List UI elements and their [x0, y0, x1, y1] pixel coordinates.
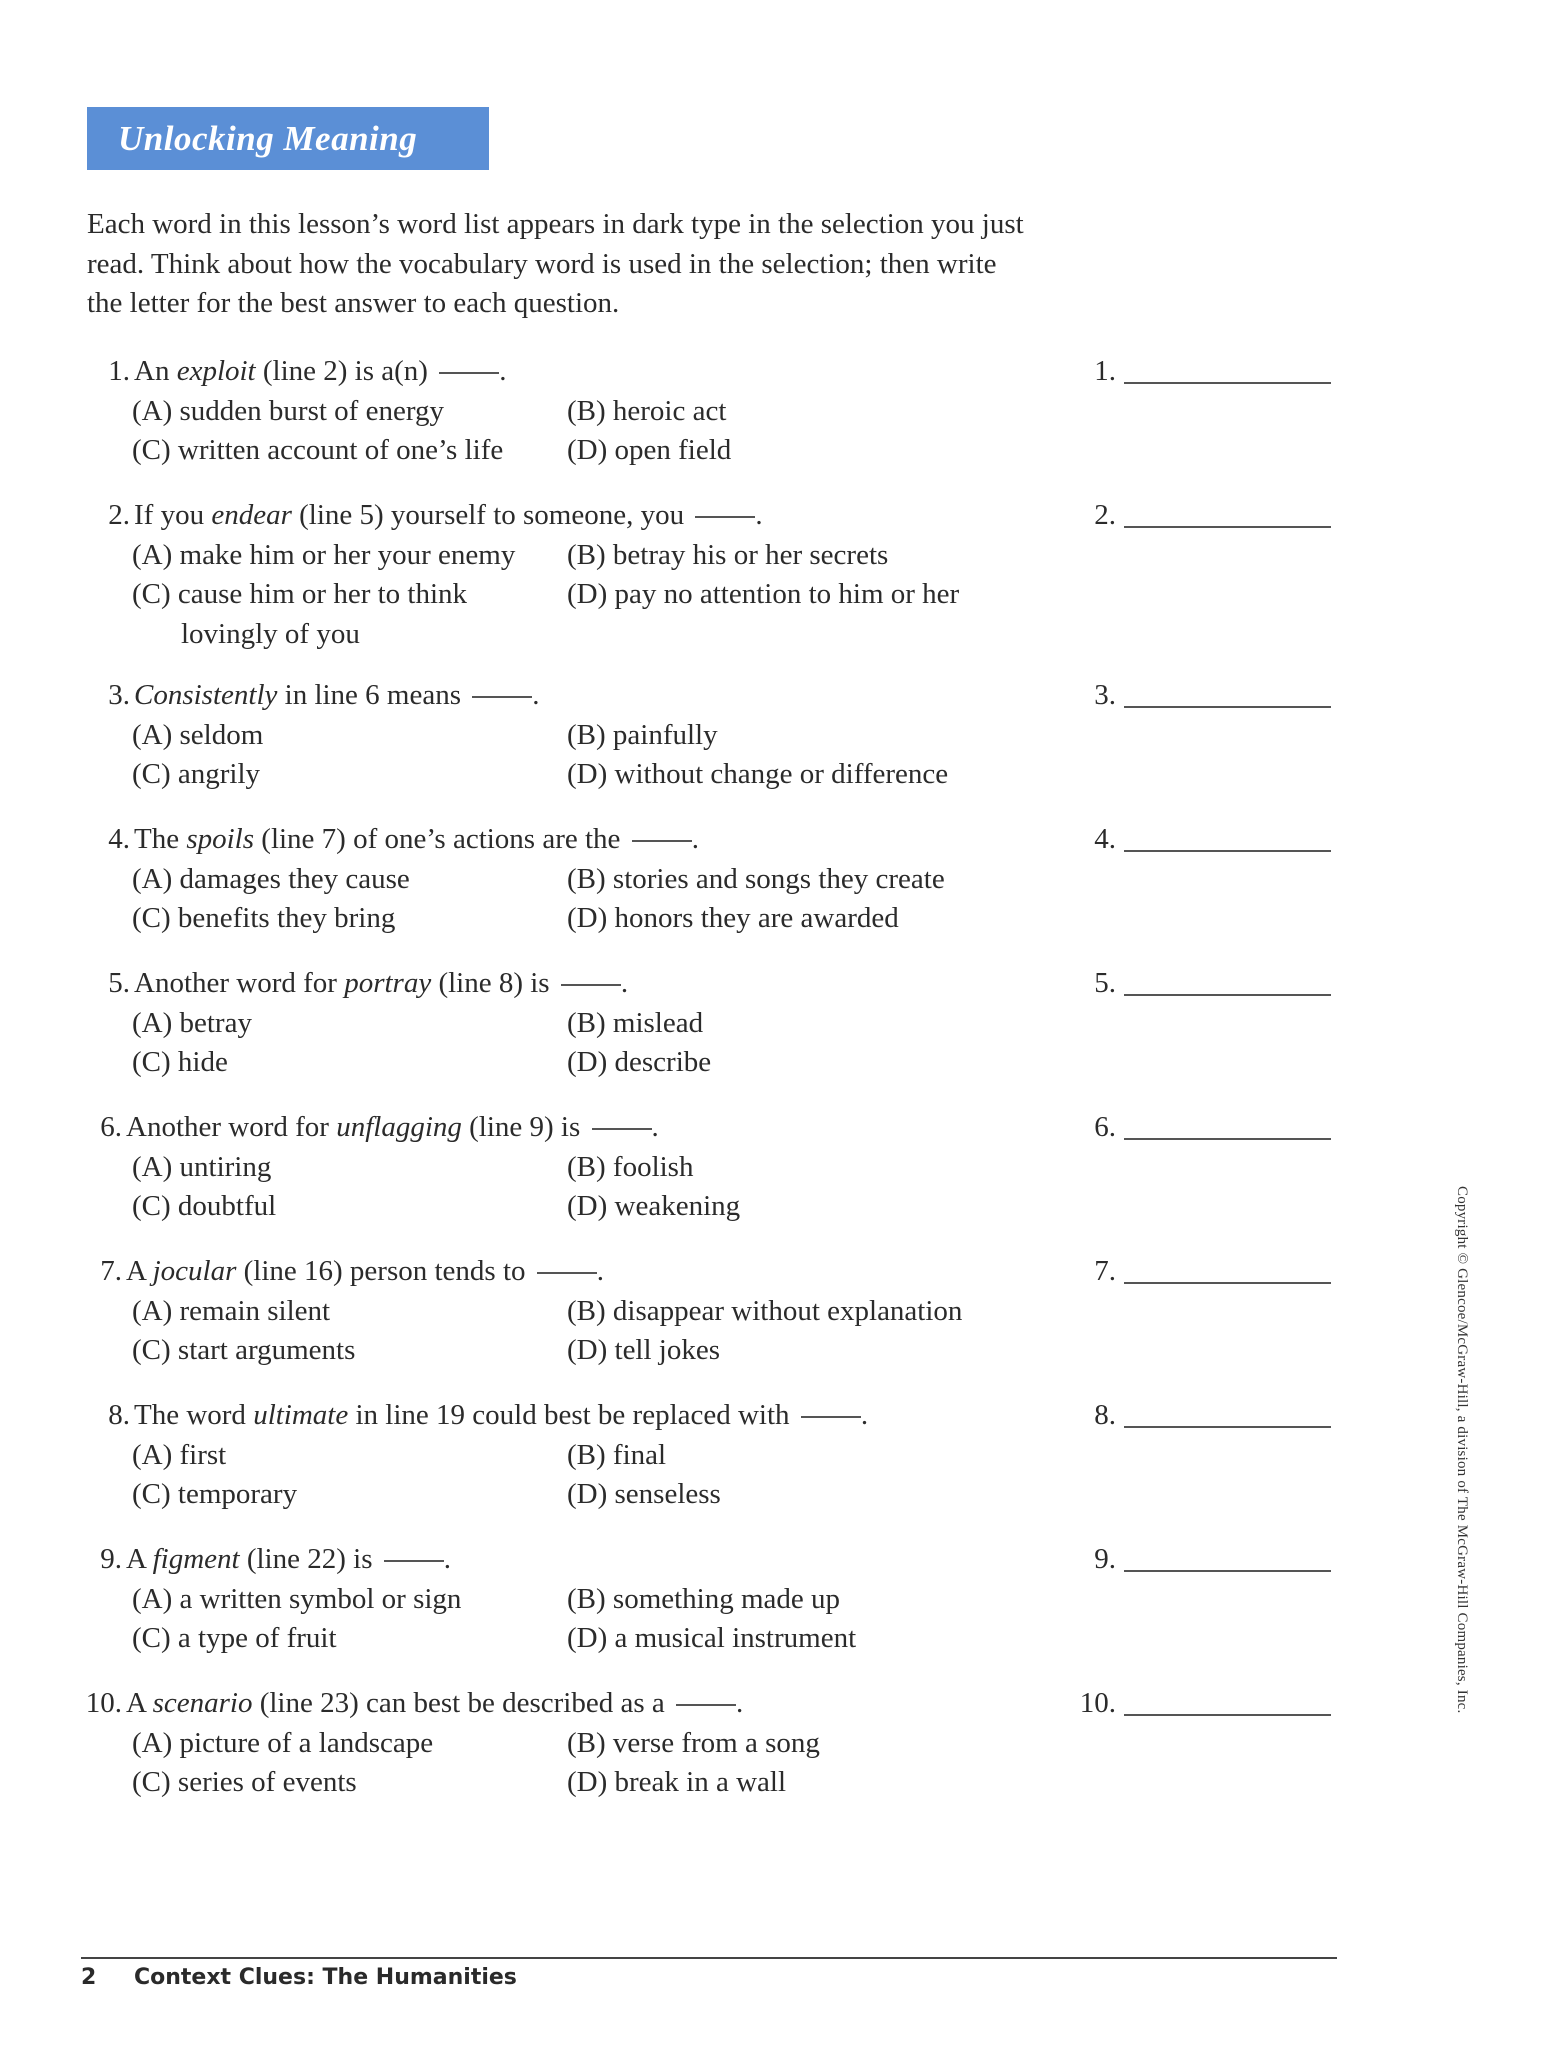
footer-rule: [81, 1957, 1337, 1959]
stem-blank: [472, 696, 532, 698]
stem-end: .: [499, 355, 507, 387]
answer-blank[interactable]: [1124, 1570, 1331, 1572]
stem-end: .: [620, 967, 629, 999]
question-number: 2.: [108, 499, 130, 531]
option-b: (B) mislead: [567, 1006, 704, 1039]
stem-blank: [592, 1128, 652, 1130]
question-stem: [126, 1108, 659, 1148]
option-c: (C) angrily: [132, 758, 261, 790]
stem-before: The word: [134, 1399, 254, 1431]
question-number: 4.: [108, 823, 130, 855]
answer-blank[interactable]: [1124, 994, 1331, 996]
question-stem: [134, 352, 506, 392]
question-stem: [126, 1540, 451, 1580]
vocab-word: portray: [344, 967, 432, 999]
vocab-word: spoils: [186, 823, 255, 855]
option-d: (D) honors they are awarded: [567, 902, 899, 934]
answer-blank[interactable]: [1124, 850, 1331, 852]
vocab-word: jocular: [152, 1255, 237, 1287]
question-stem: [126, 1252, 604, 1292]
stem-before: The: [134, 823, 187, 855]
question-stem: [134, 820, 699, 860]
answer-number: 4.: [1094, 823, 1116, 855]
question-item: [0, 1540, 1553, 1680]
question-stem: [134, 496, 763, 536]
option-c-continued: lovingly of you: [181, 617, 360, 650]
stem-after: (line 5) yourself to someone, you: [291, 499, 692, 531]
question-item: [0, 1108, 1553, 1248]
stem-end: .: [443, 1543, 451, 1575]
question-item: [0, 964, 1553, 1104]
stem-end: .: [736, 1687, 744, 1719]
question-number: 9.: [100, 1543, 122, 1575]
question-number: 8.: [108, 1399, 130, 1431]
question-stem: [134, 964, 628, 1004]
page-footer: [81, 1965, 517, 1990]
option-a: (A) remain silent: [132, 1294, 331, 1327]
option-c: (C) doubtful: [132, 1190, 277, 1222]
option-d: (D) pay no attention to him or her: [567, 578, 960, 610]
option-d: (D) tell jokes: [567, 1334, 721, 1366]
stem-before: A: [126, 1255, 153, 1287]
option-b: (B) painfully: [567, 718, 718, 751]
answer-blank[interactable]: [1124, 1714, 1331, 1716]
option-b: (B) verse from a song: [567, 1726, 820, 1759]
question-item: [0, 1396, 1553, 1536]
option-c: (C) series of events: [132, 1766, 357, 1798]
answer-number: 3.: [1094, 679, 1116, 711]
answer-blank[interactable]: [1124, 382, 1331, 384]
option-b: (B) final: [567, 1438, 667, 1471]
answer-blank[interactable]: [1124, 1138, 1331, 1140]
question-number: 10.: [85, 1687, 122, 1719]
stem-blank: [537, 1272, 597, 1274]
answer-blank[interactable]: [1124, 1426, 1331, 1428]
stem-end: .: [532, 679, 540, 711]
option-c: (C) cause him or her to think: [132, 578, 468, 610]
answer-number: 8.: [1094, 1399, 1116, 1431]
vocab-word: exploit: [176, 355, 256, 387]
stem-before: Another word for: [134, 967, 345, 999]
stem-after: (line 22) is: [239, 1543, 380, 1575]
answer-number: 6.: [1094, 1111, 1116, 1143]
vocab-word: ultimate: [253, 1399, 349, 1431]
answer-blank[interactable]: [1124, 526, 1331, 528]
option-d: (D) open field: [567, 434, 732, 466]
answer-number: 10.: [1079, 1687, 1116, 1719]
option-a: (A) make him or her your enemy: [132, 538, 516, 571]
stem-blank: [632, 840, 692, 842]
stem-after: (line 16) person tends to: [236, 1255, 533, 1287]
option-b: (B) betray his or her secrets: [567, 538, 889, 571]
question-number: 6.: [100, 1111, 122, 1143]
stem-before: A: [126, 1543, 153, 1575]
option-a: (A) first: [132, 1438, 227, 1471]
vocab-word: figment: [152, 1543, 240, 1575]
instructions-text: Each word in this lesson’s word list appears in dark type in the selection you just read. Think about how the vocabulary word is used in the selection; then write the letter for the best answer to each question.: [87, 208, 1024, 319]
answer-number: 7.: [1094, 1255, 1116, 1287]
option-b: (B) disappear without explanation: [567, 1294, 963, 1327]
question-item: [0, 676, 1553, 816]
stem-after: (line 23) can best be described as a: [252, 1687, 672, 1719]
answer-number: 1.: [1094, 355, 1116, 387]
stem-after: (line 2) is a(n): [255, 355, 436, 387]
option-b: (B) stories and songs they create: [567, 862, 945, 895]
question-number: 5.: [108, 967, 130, 999]
answer-number: 9.: [1094, 1543, 1116, 1575]
option-c: (C) start arguments: [132, 1334, 356, 1366]
stem-after: (line 7) of one’s actions are the: [254, 823, 628, 855]
answer-blank[interactable]: [1124, 706, 1331, 708]
stem-before: A: [126, 1687, 153, 1719]
stem-after: in line 19 could best be replaced with: [348, 1399, 797, 1431]
question-item: [0, 1252, 1553, 1392]
stem-blank: [561, 984, 621, 986]
option-a: (A) seldom: [132, 718, 264, 751]
question-stem: [134, 1396, 868, 1436]
stem-end: .: [860, 1399, 869, 1431]
question-number: 7.: [100, 1255, 122, 1287]
question-stem: [134, 676, 540, 716]
question-number: 3.: [108, 679, 130, 711]
option-d: (D) a musical instrument: [567, 1622, 857, 1654]
page-number: 2: [81, 1965, 97, 1990]
option-b: (B) foolish: [567, 1150, 694, 1183]
option-d: (D) weakening: [567, 1190, 741, 1222]
question-number: 1.: [108, 355, 130, 387]
stem-after: (line 8) is: [431, 967, 557, 999]
option-c: (C) hide: [132, 1046, 228, 1078]
question-item: [0, 1684, 1553, 1824]
option-d: (D) describe: [567, 1046, 712, 1078]
stem-blank: [801, 1416, 861, 1418]
stem-end: .: [596, 1255, 605, 1287]
stem-end: .: [755, 499, 763, 531]
question-stem: [126, 1684, 743, 1724]
stem-end: .: [691, 823, 699, 855]
stem-before: Another word for: [126, 1111, 337, 1143]
option-d: (D) break in a wall: [567, 1766, 787, 1798]
book-title: Context Clues: The Humanities: [133, 1965, 517, 1990]
stem-after: (line 9) is: [461, 1111, 588, 1143]
answer-number: 2.: [1094, 499, 1116, 531]
stem-before: An: [134, 355, 177, 387]
stem-blank: [439, 372, 499, 374]
section-title-banner: Unlocking Meaning: [87, 107, 489, 170]
stem-before: If you: [134, 499, 212, 531]
option-b: (B) something made up: [567, 1582, 841, 1615]
stem-after: in line 6 means: [277, 679, 469, 711]
answer-number: 5.: [1094, 967, 1116, 999]
question-item: [0, 820, 1553, 960]
option-c: (C) a type of fruit: [132, 1622, 337, 1654]
option-d: (D) without change or difference: [567, 758, 949, 790]
option-a: (A) betray: [132, 1006, 252, 1039]
option-a: (A) sudden burst of energy: [132, 394, 444, 427]
answer-blank[interactable]: [1124, 1282, 1331, 1284]
stem-blank: [384, 1560, 444, 1562]
copyright-notice: Copyright © Glencoe/McGraw-Hill, a division of The McGraw-Hill Companies, Inc.: [1454, 1186, 1470, 1714]
vocab-word: scenario: [152, 1687, 253, 1719]
question-item: [0, 352, 1553, 492]
vocab-word: endear: [211, 499, 292, 531]
option-a: (A) picture of a landscape: [132, 1726, 434, 1759]
option-c: (C) benefits they bring: [132, 902, 396, 934]
stem-end: .: [651, 1111, 659, 1143]
question-item: [0, 496, 1553, 650]
stem-blank: [695, 516, 755, 518]
vocab-word: unflagging: [336, 1111, 462, 1143]
option-a: (A) untiring: [132, 1150, 272, 1183]
option-a: (A) damages they cause: [132, 862, 410, 895]
instructions: [87, 205, 1037, 324]
vocab-word: Consistently: [134, 679, 278, 711]
stem-blank: [676, 1704, 736, 1706]
option-c: (C) written account of one’s life: [132, 434, 504, 466]
option-b: (B) heroic act: [567, 394, 727, 427]
option-a: (A) a written symbol or sign: [132, 1582, 462, 1615]
option-c: (C) temporary: [132, 1478, 298, 1510]
option-d: (D) senseless: [567, 1478, 721, 1510]
